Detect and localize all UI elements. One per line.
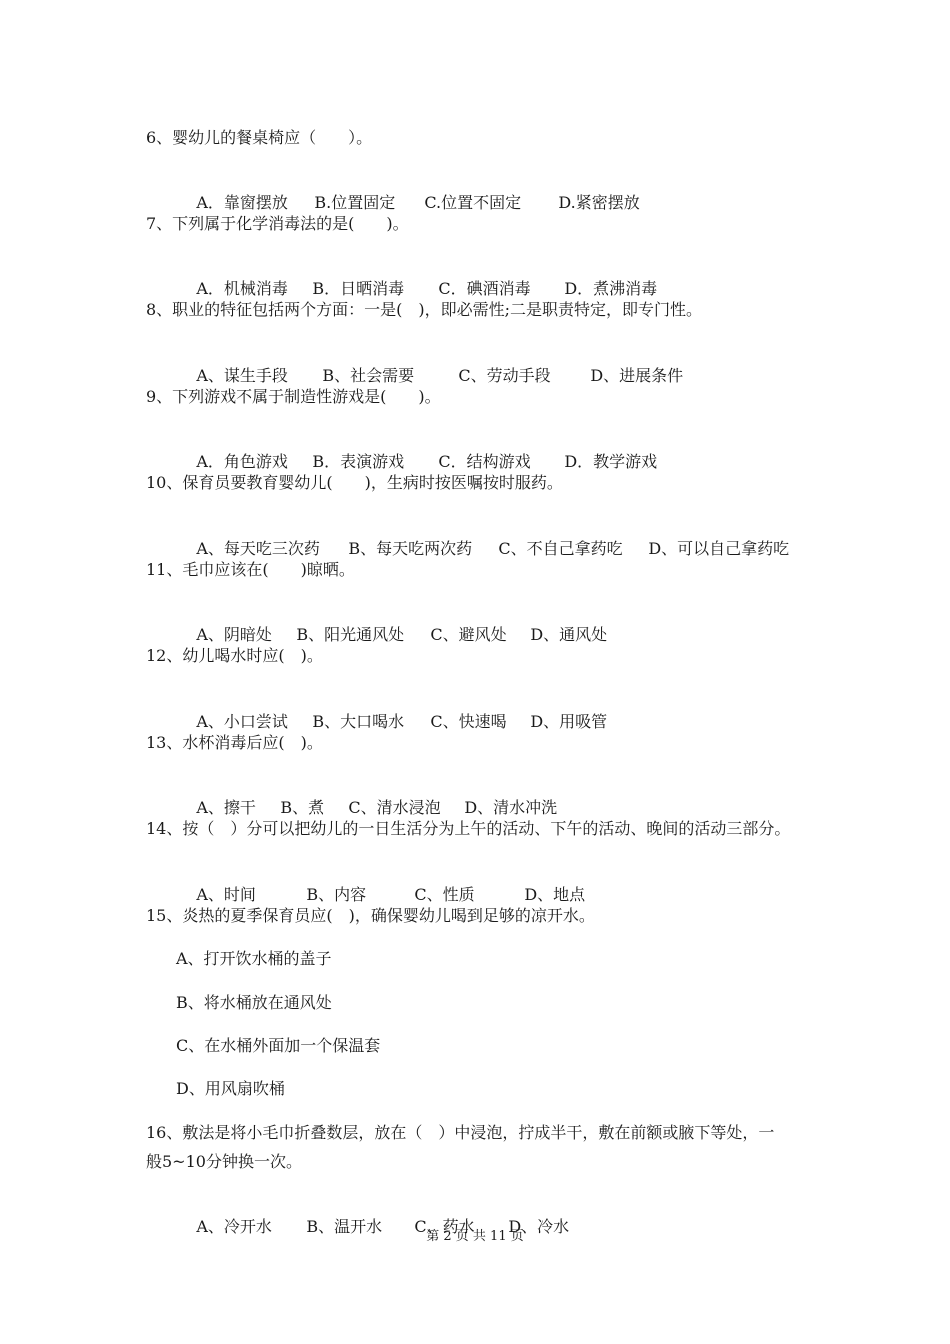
option-c: C、清水浸泡 — [348, 798, 441, 817]
question-8: 8、职业的特征包括两个方面：一是( )，即必需性;二是职责特定，即专门性。 — [146, 300, 703, 319]
option-c: C、不自己拿药吃 — [498, 539, 623, 558]
question-13: 13、水杯消毒后应( )。 — [146, 733, 323, 752]
question-10: 10、保育员要教育婴幼儿( )，生病时按医嘱按时服药。 — [146, 473, 563, 492]
option-d: D、冷水 — [508, 1217, 570, 1236]
option-a: A、谋生手段 — [196, 366, 288, 385]
option-c: C.位置不固定 — [424, 193, 522, 212]
option-a: A．角色游戏 — [196, 452, 288, 471]
question-16: 16、敷法是将小毛巾折叠数层，放在（ ）中浸泡，拧成半干，敷在前额或腋下等处，一 — [146, 1123, 775, 1142]
question-15-option-d: D、用风扇吹桶 — [176, 1079, 285, 1098]
question-16-continuation: 般5~10分钟换一次。 — [146, 1152, 302, 1171]
option-b: B.位置固定 — [314, 193, 396, 212]
option-b: B、大口喝水 — [312, 712, 405, 731]
option-d: D、地点 — [524, 885, 586, 904]
option-d: D．煮沸消毒 — [564, 279, 658, 298]
option-d: D、可以自己拿药吃 — [648, 539, 790, 558]
option-c: C．碘酒消毒 — [438, 279, 531, 298]
question-15-option-b: B、将水桶放在通风处 — [176, 993, 332, 1012]
option-a: A．机械消毒 — [196, 279, 288, 298]
option-d: D、进展条件 — [590, 366, 684, 385]
option-c: C、药水 — [414, 1217, 475, 1236]
option-b: B．表演游戏 — [312, 452, 405, 471]
option-a: A．靠窗摆放 — [196, 193, 288, 212]
question-6: 6、婴幼儿的餐桌椅应（ ）。 — [146, 128, 373, 147]
option-a: A、冷开水 — [196, 1217, 272, 1236]
option-a: A、阴暗处 — [196, 625, 272, 644]
option-d: D、通风处 — [530, 625, 608, 644]
option-b: B、社会需要 — [322, 366, 415, 385]
question-7: 7、下列属于化学消毒法的是( )。 — [146, 214, 409, 233]
option-a: A、每天吃三次药 — [196, 539, 320, 558]
question-14: 14、按（ ）分可以把幼儿的一日生活分为上午的活动、下午的活动、晚间的活动三部分。 — [146, 819, 791, 838]
question-15-option-c: C、在水桶外面加一个保温套 — [176, 1036, 381, 1055]
option-d: D．教学游戏 — [564, 452, 658, 471]
option-c: C、性质 — [414, 885, 475, 904]
question-9: 9、下列游戏不属于制造性游戏是( )。 — [146, 387, 441, 406]
option-b: B、煮 — [280, 798, 325, 817]
option-c: C、避风处 — [430, 625, 507, 644]
option-c: C．结构游戏 — [438, 452, 531, 471]
option-a: A、擦干 — [196, 798, 256, 817]
option-b: B、每天吃两次药 — [348, 539, 473, 558]
question-16-options — [176, 1194, 569, 1260]
question-12: 12、幼儿喝水时应( )。 — [146, 646, 323, 665]
option-d: D.紧密摆放 — [558, 193, 640, 212]
option-a: A、小口尝试 — [196, 712, 288, 731]
page-footer: 第 2 页 共 11 页 — [426, 1229, 524, 1244]
option-b: B、内容 — [306, 885, 367, 904]
option-a: A、时间 — [196, 885, 256, 904]
question-15: 15、炎热的夏季保育员应( )，确保婴幼儿喝到足够的凉开水。 — [146, 906, 595, 925]
option-c: C、快速喝 — [430, 712, 507, 731]
option-b: B、温开水 — [306, 1217, 383, 1236]
option-b: B．日晒消毒 — [312, 279, 405, 298]
option-b: B、阳光通风处 — [296, 625, 405, 644]
option-d: D、清水冲洗 — [464, 798, 558, 817]
option-d: D、用吸管 — [530, 712, 608, 731]
question-15-option-a: A、打开饮水桶的盖子 — [176, 949, 332, 968]
question-11: 11、毛巾应该在( )晾晒。 — [146, 560, 355, 579]
option-c: C、劳动手段 — [458, 366, 551, 385]
